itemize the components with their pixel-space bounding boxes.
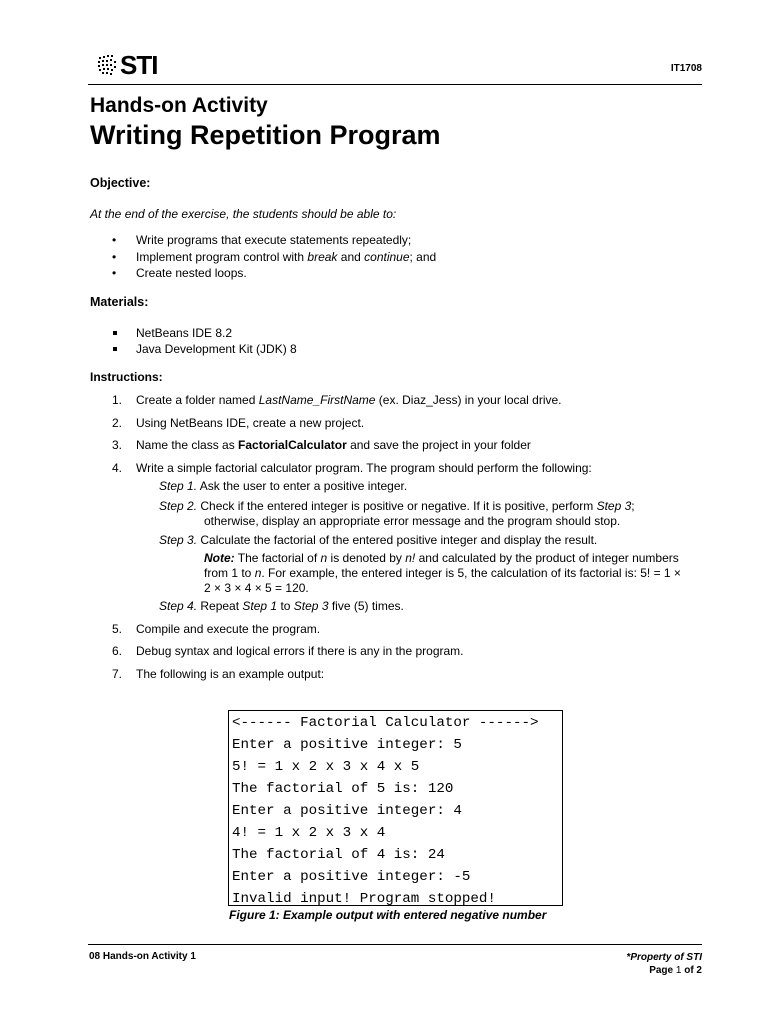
console-line: 4! = 1 x 2 x 3 x 4 <box>232 825 386 841</box>
variable-n-factorial: n! <box>405 551 416 565</box>
step-text: Create a folder named <box>136 393 259 407</box>
note-line-2 <box>204 566 681 581</box>
bullet-icon: • <box>112 266 117 280</box>
step-text: Debug syntax and logical errors if there is any in the program. <box>136 644 464 658</box>
page-number <box>626 964 702 977</box>
objective-list <box>112 232 436 282</box>
example-output-console <box>228 710 563 906</box>
note-text: is denoted by <box>327 551 406 565</box>
console-line: The factorial of 5 is: 120 <box>232 781 454 797</box>
objective-heading: Objective: <box>90 176 151 190</box>
console-line: Invalid input! Program stopped! <box>232 891 496 907</box>
sub-step-4 <box>159 599 404 614</box>
sub-step-text: five (5) times. <box>328 599 404 613</box>
globe-icon <box>96 52 122 78</box>
note-text: The factorial of <box>234 551 321 565</box>
footer-page-info <box>626 951 702 977</box>
list-item <box>112 265 436 282</box>
step-text: Using NetBeans IDE, create a new project. <box>136 416 365 430</box>
sti-logo <box>96 51 157 79</box>
console-line: <------ Factorial Calculator ------> <box>232 715 539 731</box>
square-bullet-icon <box>113 331 117 335</box>
step-reference: Step 3 <box>596 499 632 513</box>
activity-subtitle: Hands-on Activity <box>90 94 268 117</box>
console-line: 5! = 1 x 2 x 3 x 4 x 5 <box>232 759 420 775</box>
step-text: Compile and execute the program. <box>136 622 321 636</box>
note-label: Note: <box>204 551 235 565</box>
step-text: (ex. Diaz_Jess) in your local drive. <box>375 393 562 407</box>
step-number: 4. <box>112 461 123 475</box>
note-line-1 <box>204 551 679 566</box>
sub-step-3 <box>159 533 597 548</box>
list-item <box>112 325 297 341</box>
page-current: 1 <box>675 965 682 976</box>
console-line: Enter a positive integer: -5 <box>232 869 471 885</box>
sub-step-label: Step 2. <box>159 499 198 513</box>
page-label: Page <box>649 965 676 976</box>
step-number: 1. <box>112 393 123 407</box>
class-name: FactorialCalculator <box>238 438 347 452</box>
instructions-heading: Instructions: <box>90 370 163 384</box>
materials-list <box>112 325 297 357</box>
list-item <box>112 341 297 357</box>
step-text: Write a simple factorial calculator program. The program should perform the following: <box>136 461 592 475</box>
console-line: Enter a positive integer: 4 <box>232 803 462 819</box>
folder-name: LastName_FirstName <box>258 393 376 407</box>
sub-step-text: Repeat <box>197 599 243 613</box>
keyword-break: break <box>307 249 338 264</box>
figure-caption: Figure 1: Example output with entered negative number <box>229 908 547 922</box>
note-line-3: 2 × 3 × 4 × 5 = 120. <box>204 581 309 595</box>
bullet-icon: • <box>112 233 117 247</box>
list-item <box>112 249 436 266</box>
step-number: 5. <box>112 622 123 636</box>
step-number: 2. <box>112 416 123 430</box>
item-text: ; and <box>409 249 437 264</box>
property-notice: *Property of STI <box>626 952 702 963</box>
variable-n: n <box>320 551 328 565</box>
sub-step-text: to <box>277 599 294 613</box>
page-total: of 2 <box>681 965 702 976</box>
page-title: Writing Repetition Program <box>90 120 441 150</box>
sub-step-1 <box>159 479 407 494</box>
sub-step-label: Step 3. <box>159 533 198 547</box>
note-text: from 1 to <box>204 566 255 580</box>
square-bullet-icon <box>113 347 117 351</box>
logo-text: STI <box>120 50 158 80</box>
header-divider <box>88 84 702 85</box>
sub-step-text: Calculate the factorial of the entered positive integer and display the result. <box>197 533 598 547</box>
footer-divider <box>88 944 702 945</box>
objective-intro: At the end of the exercise, the students should be able to: <box>90 207 397 221</box>
note-text: and calculated by the product of integer numbers <box>415 551 679 565</box>
step-number: 3. <box>112 438 123 452</box>
step-number: 7. <box>112 667 123 681</box>
list-item <box>112 232 436 249</box>
document-code: IT1708 <box>670 63 702 74</box>
step-reference: Step 3 <box>293 599 329 613</box>
sub-step-2 <box>159 499 635 514</box>
keyword-continue: continue <box>364 249 410 264</box>
console-line: Enter a positive integer: 5 <box>232 737 462 753</box>
item-text: Implement program control with <box>136 249 308 264</box>
step-text: The following is an example output: <box>136 667 325 681</box>
sub-step-text: ; <box>631 499 635 513</box>
variable-n: n <box>254 566 262 580</box>
item-text: NetBeans IDE 8.2 <box>136 326 233 340</box>
bullet-icon: • <box>112 249 117 264</box>
sub-step-label: Step 1. <box>159 479 198 493</box>
console-line: The factorial of 4 is: 24 <box>232 847 445 863</box>
step-text: Name the class as <box>136 438 239 452</box>
step-reference: Step 1 <box>242 599 278 613</box>
step-number: 6. <box>112 644 123 658</box>
item-text: Create nested loops. <box>136 266 247 280</box>
item-text: Java Development Kit (JDK) 8 <box>136 342 297 356</box>
sub-step-text: Ask the user to enter a positive integer. <box>197 479 408 493</box>
materials-heading: Materials: <box>90 295 149 309</box>
item-text: Write programs that execute statements repeatedly; <box>136 233 412 247</box>
sub-step-2-continued: otherwise, display an appropriate error message and the program should stop. <box>204 514 621 528</box>
sub-step-label: Step 4. <box>159 599 198 613</box>
footer-activity-label: 08 Hands-on Activity 1 <box>89 951 196 962</box>
note-text: . For example, the entered integer is 5, the calculation of its factorial is: 5! = 1 × <box>261 566 681 580</box>
item-text: and <box>337 249 365 264</box>
page-header <box>88 45 702 81</box>
step-text: and save the project in your folder <box>346 438 531 452</box>
sub-step-text: Check if the entered integer is positive or negative. If it is positive, perform <box>197 499 597 513</box>
